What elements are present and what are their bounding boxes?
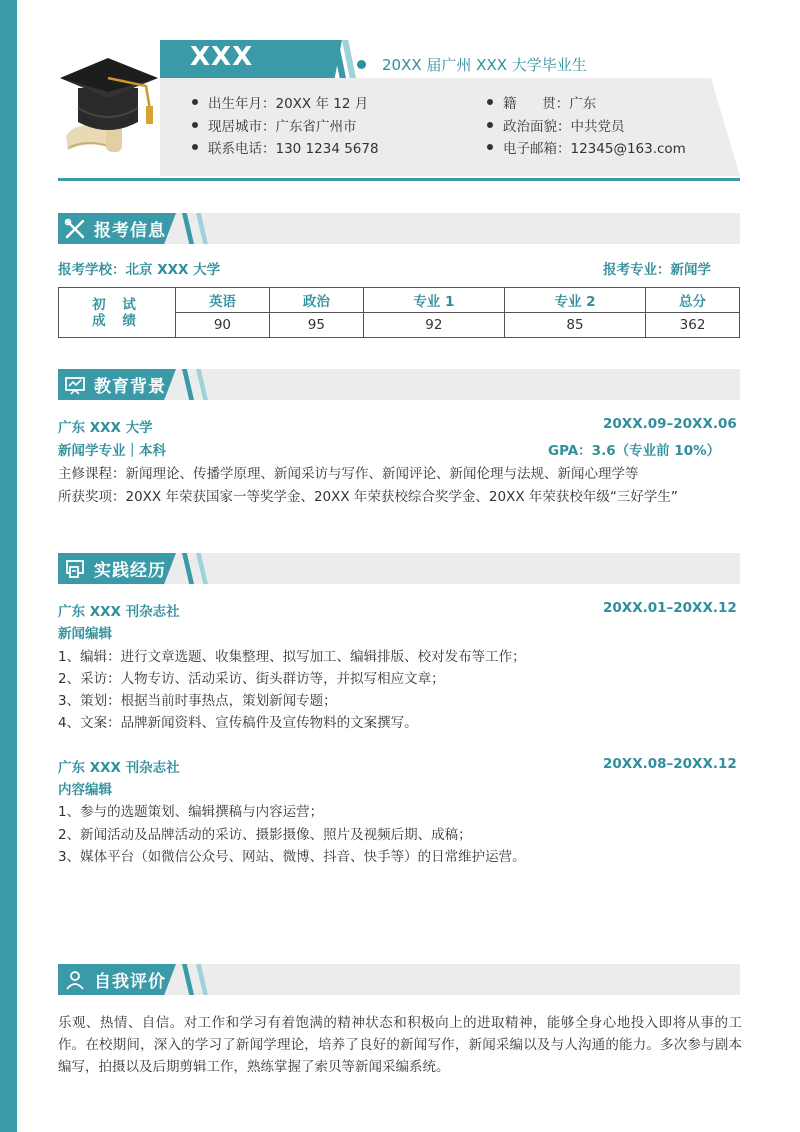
edu-awards: 所获奖项：20XX 年荣获国家一等奖学金、20XX 年荣获校综合奖学金、20XX 年荣获校年级“三好学生” [58, 489, 678, 505]
exam-major: 报考专业：新闻学 [603, 262, 711, 278]
score-cell: 95 [269, 313, 363, 338]
tools-icon [64, 218, 86, 240]
score-cell: 362 [646, 313, 740, 338]
list-item: 2、采访：人物专访、活动采访、街头群访等，并拟写相应文章； [58, 671, 445, 687]
section-title: 教育背景 [94, 377, 166, 397]
briefcase-icon [64, 558, 86, 580]
score-row-head: 初 试 成 绩 [59, 288, 176, 338]
classroom-icon [64, 374, 86, 396]
section-header-self [58, 964, 740, 995]
section-title: 实践经历 [94, 561, 166, 581]
edu-courses: 主修课程：新闻理论、传播学原理、新闻采访与写作、新闻评论、新闻伦理与法规、新闻心理学等 [58, 466, 639, 482]
job-org: 广东 XXX 刊杂志社 [58, 604, 180, 620]
score-cell: 92 [363, 313, 504, 338]
list-item: 2、新闻活动及品牌活动的采访、摄影摄像、照片及视频后期、成稿； [58, 827, 472, 843]
section-title: 报考信息 [94, 221, 166, 241]
score-column-header: 专业 2 [504, 288, 645, 313]
edu-date: 20XX.09–20XX.06 [603, 416, 737, 432]
list-item: 1、参与的选题策划、编辑撰稿与内容运营； [58, 804, 324, 820]
exam-school: 报考学校：北京 XXX 大学 [58, 262, 221, 278]
list-item: 3、媒体平台（如微信公众号、网站、微博、抖音、快手等）的日常维护运营。 [58, 849, 526, 865]
edu-school: 广东 XXX 大学 [58, 420, 153, 436]
info-phone: 联系电话：130 1234 5678 [192, 137, 379, 157]
job-date: 20XX.01–20XX.12 [603, 600, 737, 616]
list-item: 1、编辑：进行文章选题、收集整理、拟写加工、编辑排版、校对发布等工作； [58, 649, 526, 665]
info-birth: 出生年月：20XX 年 12 月 [192, 92, 368, 112]
score-column-header: 专业 1 [363, 288, 504, 313]
info-native: 籍 贯：广东 [487, 92, 596, 112]
header-divider [58, 178, 740, 181]
score-cell: 90 [176, 313, 270, 338]
self-evaluation-text: 乐观、热情、自信。对工作和学习有着饱满的精神状态和积极向上的进取精神，能够全身心地投入即将从事的工作。在校期间，深入的学习了新闻学理论，培养了良好的新闻写作，新闻采编以及与人沟通的能力。多次参与剧本编写，拍摄以及后期剪辑工作，熟练掌握了索贝等新闻采编系统。 [58, 1015, 742, 1075]
person-icon [64, 969, 86, 991]
candidate-name: XXX [190, 42, 254, 72]
job-date: 20XX.08–20XX.12 [603, 756, 737, 772]
job-role: 内容编辑 [58, 782, 112, 798]
info-email: 电子邮箱：12345@163.com [487, 137, 686, 157]
edu-gpa: GPA：3.6（专业前 10%） [548, 443, 721, 459]
section-header-practice [58, 553, 740, 584]
score-column-header: 政治 [269, 288, 363, 313]
table-row [59, 288, 740, 313]
score-cell: 85 [504, 313, 645, 338]
score-column-header: 英语 [176, 288, 270, 313]
score-column-header: 总分 [646, 288, 740, 313]
section-title: 自我评价 [94, 972, 166, 992]
graduation-cap-icon [58, 48, 160, 156]
left-accent-bar [0, 0, 17, 1132]
job-org: 广东 XXX 刊杂志社 [58, 760, 180, 776]
list-item: 4、文案：品牌新闻资料、宣传稿件及宣传物料的文案撰写。 [58, 715, 418, 731]
score-table [58, 287, 740, 338]
job-role: 新闻编辑 [58, 626, 112, 642]
info-city: 现居城市：广东省广州市 [192, 115, 357, 135]
section-header-education [58, 369, 740, 400]
edu-major: 新闻学专业｜本科 [58, 443, 166, 459]
list-item: 3、策划：根据当前时事热点，策划新闻专题； [58, 693, 337, 709]
info-political: 政治面貌：中共党员 [487, 115, 625, 135]
subtitle-dot [357, 60, 366, 69]
section-header-exam [58, 213, 740, 244]
candidate-subtitle: 20XX 届广州 XXX 大学毕业生 [382, 56, 587, 74]
